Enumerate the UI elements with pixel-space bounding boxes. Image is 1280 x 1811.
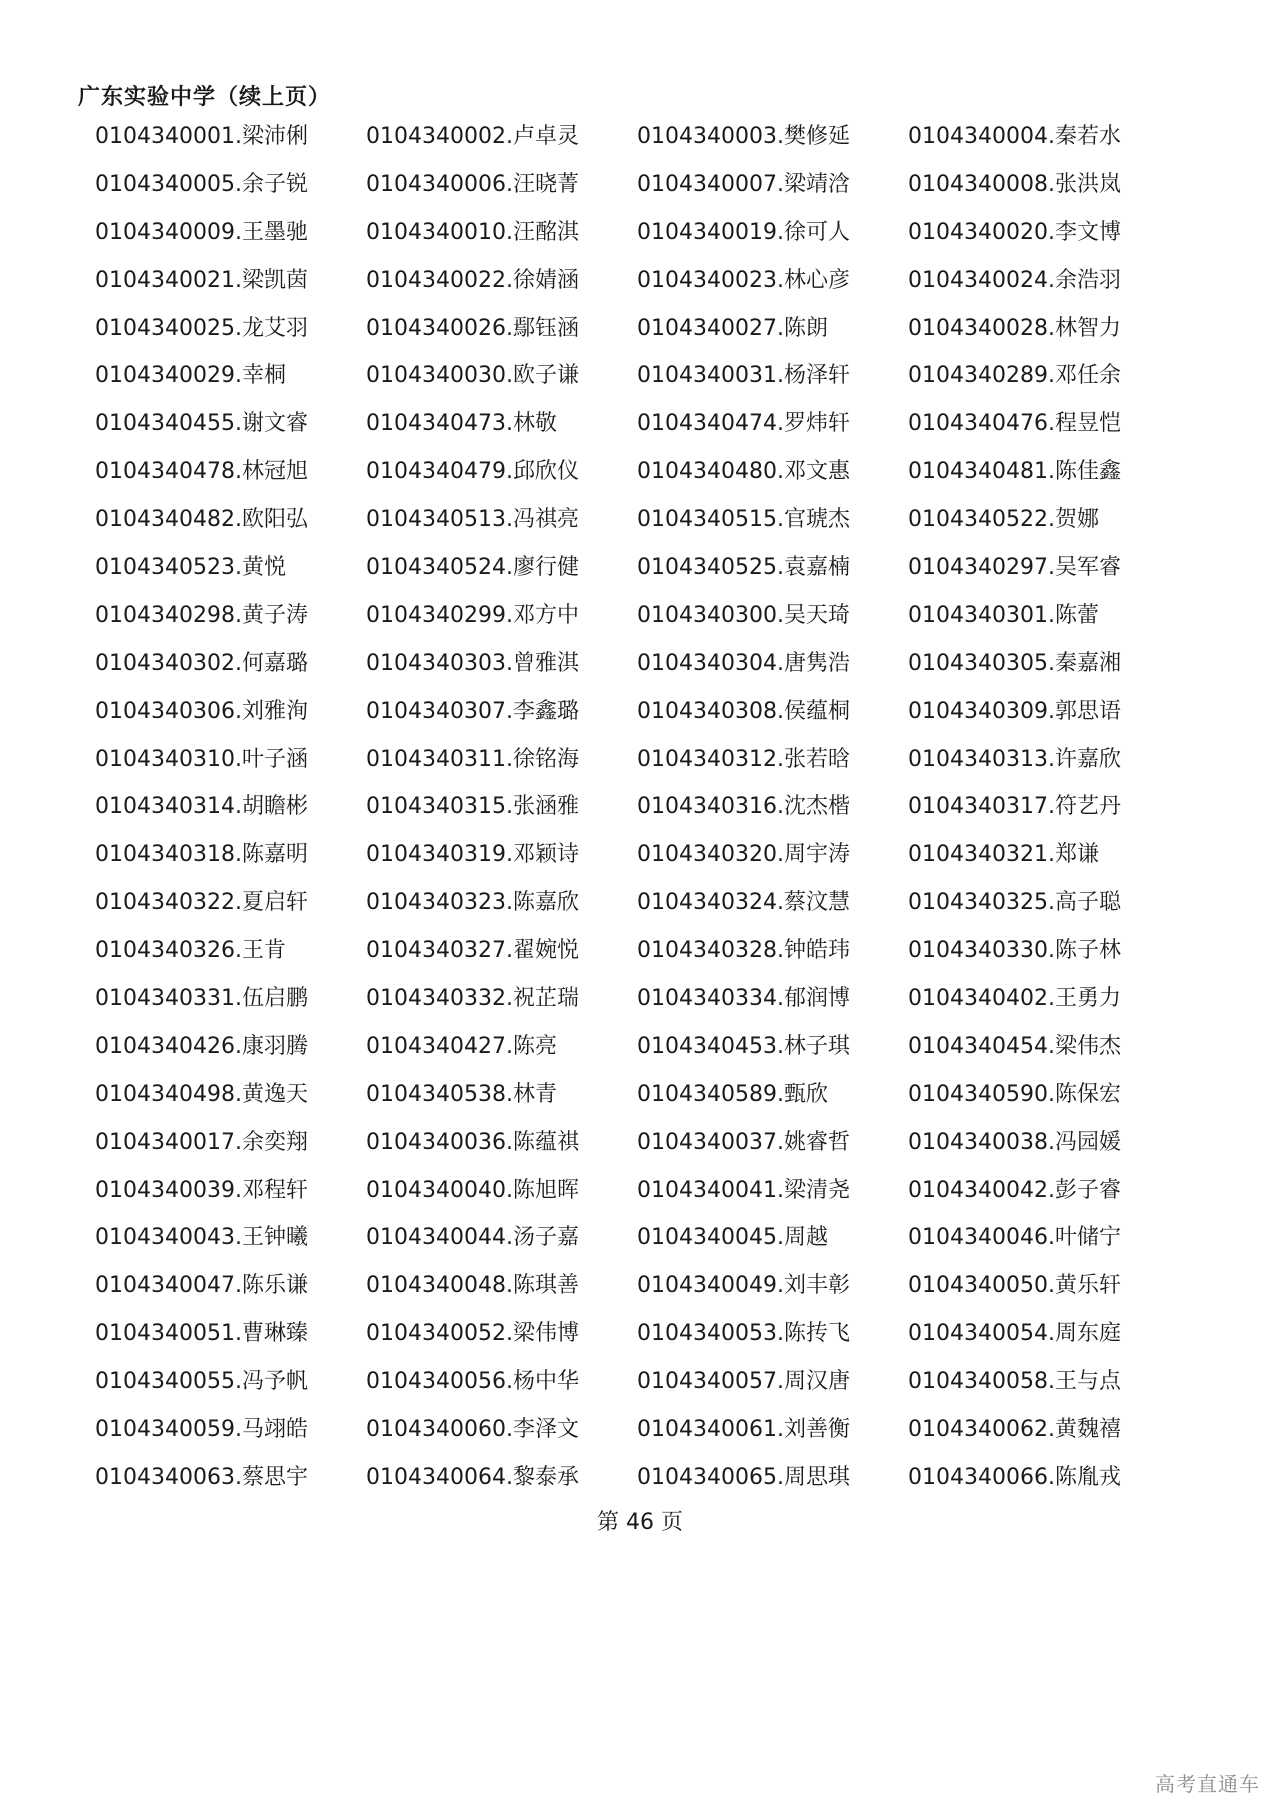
list-entry: 0104340029.幸桐 — [95, 363, 286, 389]
list-entry: 0104340332.祝芷瑞 — [366, 986, 579, 1012]
watermark: 高考直通车 — [1155, 1772, 1260, 1796]
list-entry: 0104340313.许嘉欣 — [908, 746, 1121, 772]
list-entry: 0104340051.曹琳臻 — [95, 1321, 308, 1347]
list-entry: 0104340061.刘善衡 — [637, 1417, 850, 1443]
list-entry: 0104340044.汤子嘉 — [366, 1225, 579, 1251]
list-entry: 0104340315.张涵雅 — [366, 794, 579, 820]
list-entry: 0104340023.林心彦 — [637, 267, 850, 293]
list-entry: 0104340319.邓颖诗 — [366, 842, 579, 868]
list-entry: 0104340052.梁伟博 — [366, 1321, 579, 1347]
list-entry: 0104340330.陈子林 — [908, 938, 1121, 964]
list-entry: 0104340020.李文博 — [908, 219, 1121, 245]
list-entry: 0104340481.陈佳鑫 — [908, 459, 1121, 485]
list-entry: 0104340473.林敬 — [366, 411, 557, 437]
list-entry: 0104340306.刘雅洵 — [95, 698, 308, 724]
list-entry: 0104340331.伍启鹏 — [95, 986, 308, 1012]
list-entry: 0104340053.陈抟飞 — [637, 1321, 850, 1347]
list-entry: 0104340017.余奕翔 — [95, 1129, 308, 1155]
list-entry: 0104340049.刘丰彰 — [637, 1273, 850, 1299]
admission-list — [95, 120, 1225, 1509]
list-entry: 0104340059.马翊皓 — [95, 1417, 308, 1443]
list-entry: 0104340062.黄魏禧 — [908, 1417, 1121, 1443]
list-entry: 0104340479.邱欣仪 — [366, 459, 579, 485]
list-entry: 0104340334.郁润博 — [637, 986, 850, 1012]
list-entry: 0104340024.余浩羽 — [908, 267, 1121, 293]
list-entry: 0104340589.甄欣 — [637, 1081, 828, 1107]
list-entry: 0104340304.唐隽浩 — [637, 650, 850, 676]
list-entry: 0104340316.沈杰楷 — [637, 794, 850, 820]
list-entry: 0104340066.陈胤戎 — [908, 1464, 1121, 1490]
list-entry: 0104340328.钟皓玮 — [637, 938, 850, 964]
list-entry: 0104340025.龙艾羽 — [95, 315, 308, 341]
list-entry: 0104340454.梁伟杰 — [908, 1033, 1121, 1059]
list-entry: 0104340300.吴天琦 — [637, 602, 850, 628]
list-entry: 0104340050.黄乐轩 — [908, 1273, 1121, 1299]
list-entry: 0104340042.彭子睿 — [908, 1177, 1121, 1203]
list-entry: 0104340324.蔡汶慧 — [637, 890, 850, 916]
list-entry: 0104340310.叶子涵 — [95, 746, 308, 772]
list-entry: 0104340055.冯予帆 — [95, 1369, 308, 1395]
list-entry: 0104340007.梁靖浛 — [637, 171, 850, 197]
list-entry: 0104340046.叶储宁 — [908, 1225, 1121, 1251]
list-entry: 0104340523.黄悦 — [95, 555, 286, 581]
list-entry: 0104340515.官琥杰 — [637, 507, 850, 533]
list-entry: 0104340522.贺娜 — [908, 507, 1099, 533]
list-entry: 0104340476.程昱恺 — [908, 411, 1121, 437]
list-entry: 0104340040.陈旭晖 — [366, 1177, 579, 1203]
page-number: 第 46 页 — [597, 1510, 683, 1535]
list-entry: 0104340054.周东庭 — [908, 1321, 1121, 1347]
list-entry: 0104340455.谢文睿 — [95, 411, 308, 437]
list-entry: 0104340041.梁清尧 — [637, 1177, 850, 1203]
list-entry: 0104340426.康羽腾 — [95, 1033, 308, 1059]
list-entry: 0104340031.杨泽轩 — [637, 363, 850, 389]
list-entry: 0104340482.欧阳弘 — [95, 507, 308, 533]
list-entry: 0104340325.高子聪 — [908, 890, 1121, 916]
list-entry: 0104340590.陈保宏 — [908, 1081, 1121, 1107]
list-entry: 0104340010.汪酩淇 — [366, 219, 579, 245]
list-entry: 0104340008.张洪岚 — [908, 171, 1121, 197]
list-entry: 0104340302.何嘉璐 — [95, 650, 308, 676]
list-entry: 0104340314.胡瞻彬 — [95, 794, 308, 820]
list-entry: 0104340299.邓方中 — [366, 602, 579, 628]
list-entry: 0104340039.邓程轩 — [95, 1177, 308, 1203]
list-entry: 0104340427.陈亮 — [366, 1033, 557, 1059]
list-entry: 0104340303.曾雅淇 — [366, 650, 579, 676]
list-entry: 0104340037.姚睿哲 — [637, 1129, 850, 1155]
list-entry: 0104340327.翟婉悦 — [366, 938, 579, 964]
list-entry: 0104340006.汪晓菁 — [366, 171, 579, 197]
list-entry: 0104340001.梁沛俐 — [95, 124, 308, 149]
list-entry: 0104340058.王与点 — [908, 1369, 1121, 1395]
list-entry: 0104340323.陈嘉欣 — [366, 890, 579, 916]
list-entry: 0104340513.冯祺亮 — [366, 507, 579, 533]
list-entry: 0104340004.秦若水 — [908, 124, 1121, 149]
list-entry: 0104340307.李鑫璐 — [366, 698, 579, 724]
list-entry: 0104340301.陈蕾 — [908, 602, 1099, 628]
list-entry: 0104340009.王墨驰 — [95, 219, 308, 245]
list-entry: 0104340321.郑谦 — [908, 842, 1099, 868]
list-entry: 0104340038.冯园媛 — [908, 1129, 1121, 1155]
list-entry: 0104340019.徐可人 — [637, 219, 850, 245]
list-entry: 0104340480.邓文惠 — [637, 459, 850, 485]
list-entry: 0104340453.林子琪 — [637, 1033, 850, 1059]
list-entry: 0104340525.袁嘉楠 — [637, 555, 850, 581]
list-entry: 0104340026.鄢钰涵 — [366, 315, 579, 341]
list-entry: 0104340030.欧子谦 — [366, 363, 579, 389]
list-entry: 0104340060.李泽文 — [366, 1417, 579, 1443]
list-entry: 0104340305.秦嘉湘 — [908, 650, 1121, 676]
list-entry: 0104340318.陈嘉明 — [95, 842, 308, 868]
list-entry: 0104340498.黄逸天 — [95, 1081, 308, 1107]
list-entry: 0104340043.王钟曦 — [95, 1225, 308, 1251]
list-entry: 0104340056.杨中华 — [366, 1369, 579, 1395]
list-entry: 0104340474.罗炜轩 — [637, 411, 850, 437]
list-entry: 0104340309.郭思语 — [908, 698, 1121, 724]
list-entry: 0104340005.余子锐 — [95, 171, 308, 197]
list-entry: 0104340048.陈琪善 — [366, 1273, 579, 1299]
list-entry: 0104340402.王勇力 — [908, 986, 1121, 1012]
list-entry: 0104340047.陈乐谦 — [95, 1273, 308, 1299]
list-entry: 0104340298.黄子涛 — [95, 602, 308, 628]
list-entry: 0104340524.廖行健 — [366, 555, 579, 581]
list-entry: 0104340021.梁凯茵 — [95, 267, 308, 293]
list-entry: 0104340308.侯蕴桐 — [637, 698, 850, 724]
list-entry: 0104340322.夏启轩 — [95, 890, 308, 916]
list-entry: 0104340538.林青 — [366, 1081, 557, 1107]
list-entry: 0104340065.周思琪 — [637, 1464, 850, 1490]
list-entry: 0104340003.樊修延 — [637, 124, 850, 149]
list-entry: 0104340022.徐婧涵 — [366, 267, 579, 293]
list-entry: 0104340297.吴军睿 — [908, 555, 1121, 581]
list-entry: 0104340326.王肯 — [95, 938, 286, 964]
list-entry: 0104340028.林智力 — [908, 315, 1121, 341]
list-entry: 0104340057.周汉唐 — [637, 1369, 850, 1395]
list-entry: 0104340311.徐铭海 — [366, 746, 579, 772]
list-entry: 0104340063.蔡思宇 — [95, 1464, 308, 1490]
list-entry: 0104340312.张若晗 — [637, 746, 850, 772]
list-entry: 0104340045.周越 — [637, 1225, 828, 1251]
list-entry: 0104340317.符艺丹 — [908, 794, 1121, 820]
section-title: 广东实验中学（续上页） — [78, 85, 332, 110]
list-entry: 0104340064.黎泰承 — [366, 1464, 579, 1490]
list-entry: 0104340036.陈蕴祺 — [366, 1129, 579, 1155]
list-entry: 0104340027.陈朗 — [637, 315, 828, 341]
list-entry: 0104340320.周宇涛 — [637, 842, 850, 868]
list-entry: 0104340289.邓任余 — [908, 363, 1121, 389]
list-entry: 0104340002.卢卓灵 — [366, 124, 579, 149]
list-entry: 0104340478.林冠旭 — [95, 459, 308, 485]
